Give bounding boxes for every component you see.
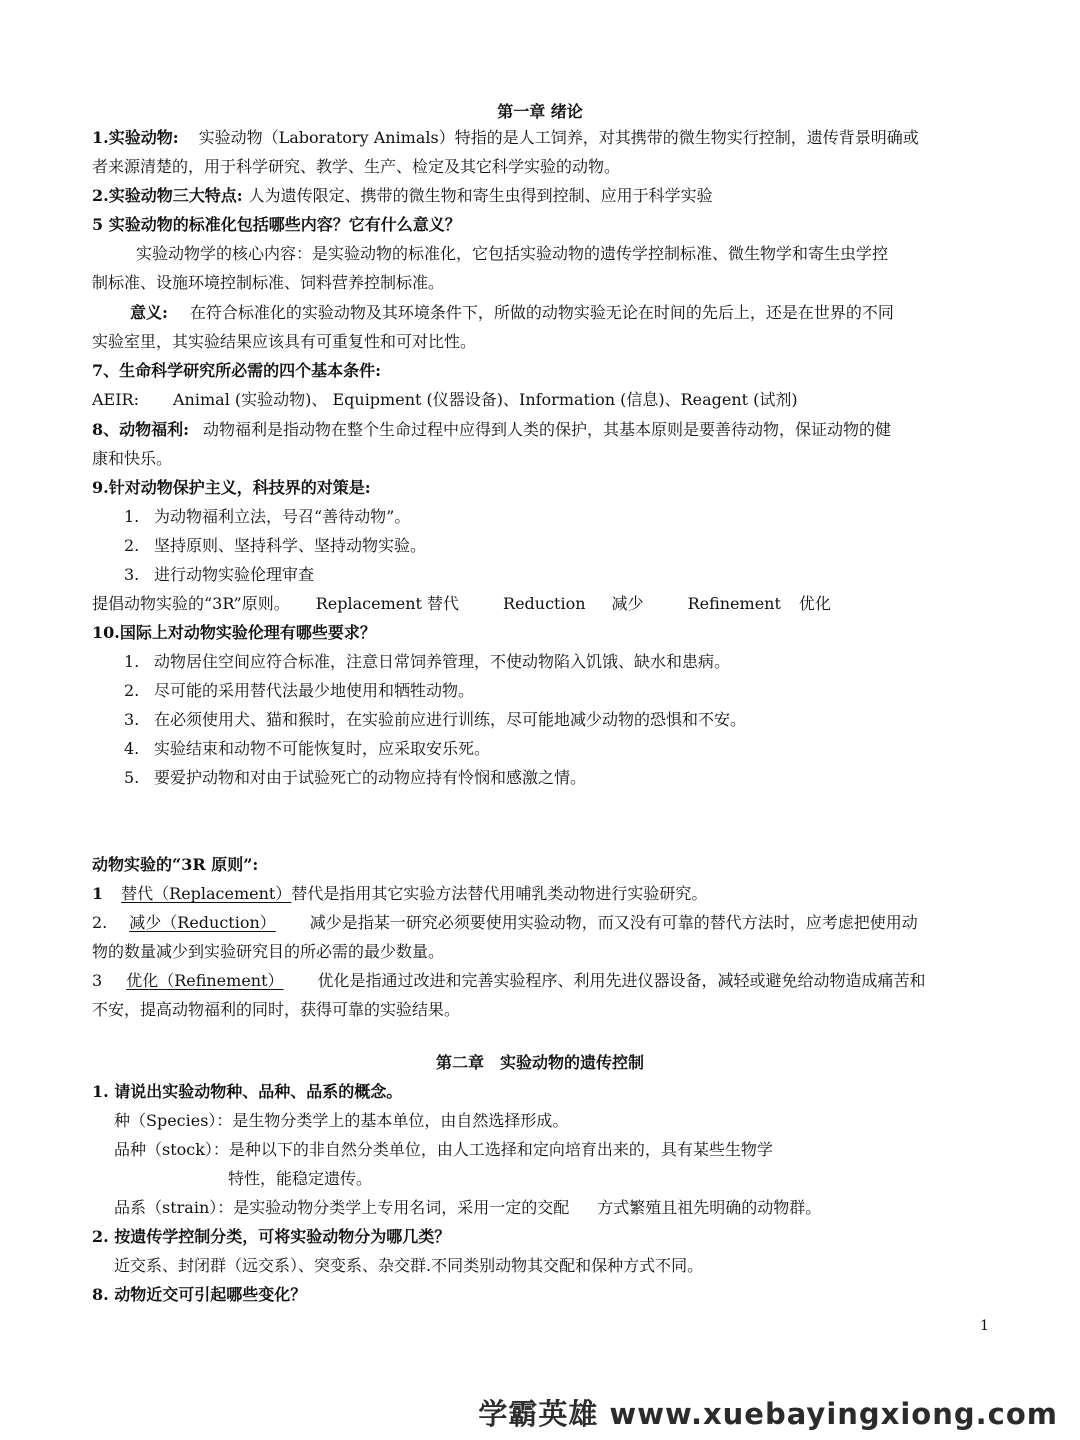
- list-item: 5. 要爱护动物和对由于试验死亡的动物应持有怜悯和感激之情。: [124, 768, 587, 787]
- q10-label: 10.国际上对动物实验伦理有哪些要求？: [92, 623, 376, 642]
- chapter-1-title: 第一章 绪论: [497, 102, 583, 121]
- q2-line: [92, 186, 713, 206]
- q5-label: 5 实验动物的标准化包括哪些内容？它有什么意义？: [92, 215, 461, 234]
- strain-definition: 品系（strain）：是实验动物分类学上专用名词，采用一定的交配 方式繁殖且祖先明确的动物群。: [114, 1198, 822, 1217]
- q2-label: 2.实验动物三大特点:: [92, 186, 243, 205]
- three-r-reduction: Reduction: [503, 594, 586, 613]
- three-r-intro-line: [92, 594, 831, 614]
- aeir-text: Animal (实验动物)、 Equipment (仪器设备)、Information (信息)、Reagent (试剂): [173, 390, 798, 409]
- q1-label: 1.实验动物:: [92, 128, 179, 147]
- q5-para1-line2: 制标准、设施环境控制标准、饲料营养控制标准。: [92, 273, 445, 292]
- three-r-replacement: Replacement 替代: [315, 594, 460, 613]
- watermark: 学霸英雄 www.xuebayingxiong.com: [478, 1397, 1058, 1431]
- three-r-refinement: Refinement: [687, 594, 781, 613]
- three-r-heading: 动物实验的“3R 原则”:: [92, 855, 259, 874]
- three-r-refinement-cn: 优化: [798, 594, 831, 613]
- term-replacement: 替代（Replacement）: [121, 884, 292, 903]
- page-number: 1: [980, 1318, 989, 1334]
- q5-para1-line1: 实验动物学的核心内容：是实验动物的标准化，它包括实验动物的遗传学控制标准、微生物学和寄生虫学控: [136, 244, 889, 263]
- list-item: 4. 实验结束和动物不可能恢复时，应采取安乐死。: [124, 739, 491, 758]
- q5-para2-line1: [130, 303, 894, 323]
- aeir-label: AEIR:: [92, 390, 139, 409]
- stock-definition-2: 特性，能稳定遗传。: [228, 1169, 373, 1188]
- term-refinement: 优化（Refinement）: [126, 971, 284, 990]
- ch2-q1-label: 1. 请说出实验动物种、品种、品系的概念。: [92, 1082, 403, 1101]
- three-r-intro: 提倡动物实验的“3R”原则。: [92, 594, 290, 613]
- list-item: 2. 尽可能的采用替代法最少地使用和牺牲动物。: [124, 681, 475, 700]
- q1-text-1: 实验动物（Laboratory Animals）特指的是人工饲养，对其携带的微生物实行控制，遗传背景明确或: [198, 128, 919, 147]
- term-reduction: 减少（Reduction）: [129, 913, 276, 932]
- three-r-reduction-cn: 减少: [611, 594, 644, 613]
- meaning-label: 意义:: [130, 303, 168, 322]
- list-item: 2. 坚持原则、坚持科学、坚持动物实验。: [124, 536, 427, 555]
- three-r-item-3-cont: 不安，提高动物福利的同时，获得可靠的实验结果。: [92, 1000, 461, 1019]
- ch2-q8-label: 8. 动物近交可引起哪些变化？: [92, 1285, 307, 1304]
- three-r-item-2: 2. 减少（Reduction） 减少是指某一研究必须要使用实验动物，而又没有可靠的替代方法时，应考虑把使用动: [92, 913, 918, 932]
- list-item: 3. 在必须使用犬、猫和猴时，在实验前应进行训练，尽可能地减少动物的恐惧和不安。: [124, 710, 747, 729]
- q1-text-2: 者来源清楚的，用于科学研究、教学、生产、检定及其它科学实验的动物。: [92, 157, 621, 176]
- species-definition: 种（Species）：是生物分类学上的基本单位，由自然选择形成。: [114, 1111, 569, 1130]
- q8-line-1: [92, 420, 891, 440]
- q5-para2-line2: 实验室里，其实验结果应该具有可重复性和可对比性。: [92, 332, 477, 351]
- q7-label: 7、生命科学研究所必需的四个基本条件:: [92, 361, 382, 380]
- q1-line-1: [92, 128, 919, 148]
- chapter-2-title: 第二章 实验动物的遗传控制: [435, 1053, 644, 1072]
- q9-label: 9.针对动物保护主义，科技界的对策是:: [92, 478, 371, 497]
- ch2-q2-label: 2. 按遗传学控制分类，可将实验动物分为哪几类？: [92, 1227, 451, 1246]
- q2-text: 人为遗传限定、携带的微生物和寄生虫得到控制、应用于科学实验: [248, 186, 713, 205]
- q8-text-2: 康和快乐。: [92, 449, 173, 468]
- q7-line: [92, 390, 798, 410]
- q5-para2-text: 在符合标准化的实验动物及其环境条件下，所做的动物实验无论在时间的先后上，还是在世界的不同: [189, 303, 894, 322]
- list-item: 1. 动物居住空间应符合标准，注意日常饲养管理，不使动物陷入饥饿、缺水和患病。: [124, 652, 731, 671]
- q8-text-1: 动物福利是指动物在整个生命过程中应得到人类的保护，其基本原则是要善待动物，保证动物的健: [203, 420, 892, 439]
- q8-label: 8、动物福利:: [92, 420, 190, 439]
- stock-definition-1: 品种（stock）：是种以下的非自然分类单位，由人工选择和定向培育出来的，具有某些生物学: [114, 1140, 773, 1159]
- list-item: 3. 进行动物实验伦理审查: [124, 565, 315, 584]
- three-r-item-3: 3 优化（Refinement） 优化是指通过改进和完善实验程序、利用先进仪器设备，减轻或避免给动物造成痛苦和: [92, 971, 926, 990]
- ch2-q2-text: 近交系、封闭群（远交系）、突变系、杂交群.不同类别动物其交配和保种方式不同。: [114, 1256, 704, 1275]
- three-r-item-1: 1 替代（Replacement）替代是指用其它实验方法替代用哺乳类动物进行实验研究。: [92, 884, 708, 903]
- three-r-item-2-cont: 物的数量减少到实验研究目的所必需的最少数量。: [92, 942, 445, 961]
- list-item: 1. 为动物福利立法，号召“善待动物”。: [124, 507, 411, 526]
